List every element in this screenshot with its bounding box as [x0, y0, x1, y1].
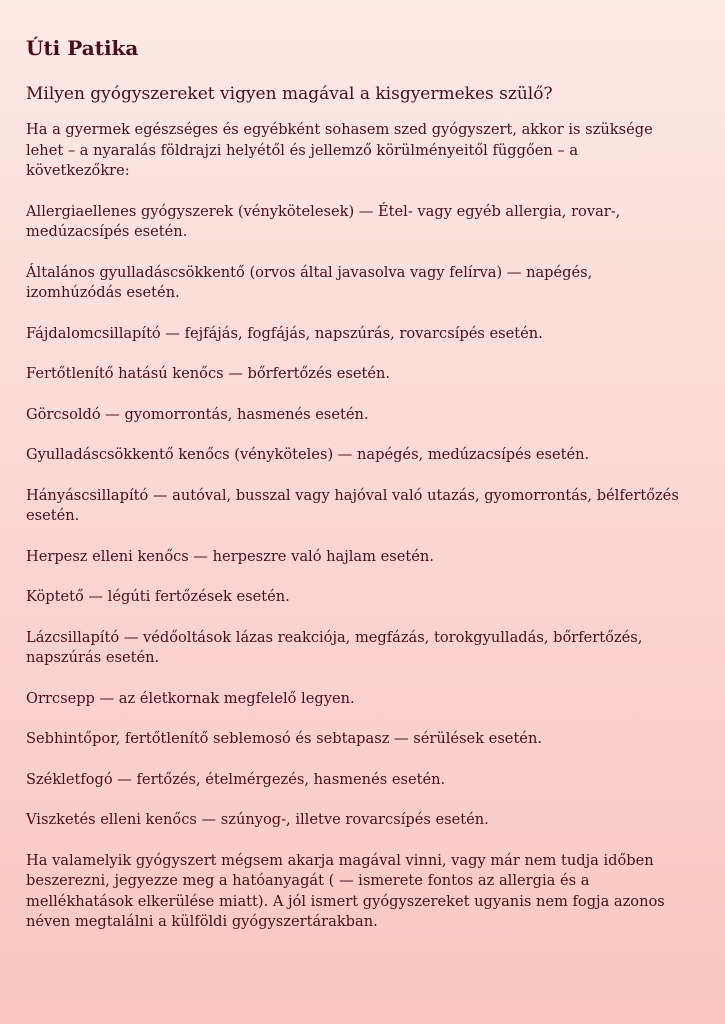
dash-separator: — — [119, 628, 143, 646]
medicine-name: Görcsoldó — [26, 405, 101, 423]
dash-separator: — — [354, 202, 379, 220]
medicine-use: védőoltások lázas reakciója, megfázás, torokgyulladás, bőrfertőzés, napszúrás esetén. — [26, 628, 643, 666]
list-item — [26, 547, 685, 568]
dash-separator: — — [389, 730, 414, 747]
dash-separator: — — [112, 770, 137, 788]
list-item — [26, 689, 685, 710]
medicine-use: napégés, izomhúzódás esetén. — [26, 263, 593, 301]
list-item — [26, 810, 685, 831]
dash-separator: — — [83, 588, 108, 605]
medicine-use: szúnyog-, illetve rovarcsípés esetén. — [220, 811, 489, 828]
medicine-use: légúti fertőzések esetén. — [107, 588, 290, 605]
dash-separator: — — [333, 446, 358, 463]
dash-separator: — — [148, 486, 173, 504]
list-item — [26, 263, 685, 304]
dash-separator: — — [502, 263, 527, 281]
list-item — [26, 729, 685, 750]
list-item — [26, 364, 685, 385]
medicine-use: fertőzés, ételmérgezés, hasmenés esetén. — [136, 770, 446, 788]
dash-separator: — — [188, 547, 213, 565]
medicine-name: Herpesz elleni kenőcs — [26, 547, 189, 565]
medicine-name: Fájdalomcsillapító — [26, 324, 161, 342]
medicine-use: sérülések esetén. — [413, 730, 542, 747]
medicine-use: az életkornak megfelelő legyen. — [118, 689, 355, 707]
intro-paragraph: Ha a gyermek egészséges és egyébként sohasem szed gyógyszert, akkor is szüksége lehet – a nyaralás földrajzi helyétől és jellemző körülményeitől függően – a következőkre: — [26, 121, 653, 179]
list-item — [26, 405, 685, 426]
list-item — [26, 628, 685, 669]
medicine-name: Köptető — [26, 588, 84, 605]
medicine-use: fejfájás, fogfájás, napszúrás, rovarcsípés esetén. — [184, 324, 543, 342]
dash-separator: — — [100, 405, 125, 423]
closing-paragraph: Ha valamelyik gyógyszert mégsem akarja magával vinni, vagy már nem tudja időben beszerezni, jegyezze meg a hatóanyagát ( — ismerete fontos az allergia és a mellékhatások elkerülése miatt). A jól ismert gyógyszereket ugyanis nem fogja azonos néven megtalálni a külföldi gyógyszertárakban. — [26, 851, 665, 930]
medicine-name: Fertőtlenítő hatású kenőcs — [26, 365, 224, 382]
medicine-use: gyomorrontás, hasmenés esetén. — [124, 405, 369, 423]
list-item — [26, 587, 685, 608]
medicine-name: Lázcsillapító — [26, 628, 120, 646]
list-item — [26, 202, 685, 243]
list-item — [26, 445, 685, 466]
medicine-name: Orrcsepp — [26, 689, 95, 707]
medicine-use: bőrfertőzés esetén. — [247, 365, 391, 382]
medicine-use: napégés, medúzacsípés esetén. — [357, 446, 590, 463]
dash-separator: — — [160, 324, 185, 342]
medicine-use: Étel- vagy egyéb allergia, rovar-, medúzacsípés esetén. — [26, 202, 621, 240]
list-item — [26, 324, 685, 345]
medicine-use: herpeszre való hajlam esetén. — [212, 547, 434, 565]
medicine-name: Viszketés elleni kenőcs — [26, 811, 197, 828]
dash-separator: — — [223, 365, 248, 382]
medicine-name: Gyulladáscsökkentő kenőcs (vényköteles) — [26, 446, 334, 463]
dash-separator: — — [196, 811, 221, 828]
medicine-name: Hányáscsillapító — [26, 486, 149, 504]
list-item — [26, 770, 685, 791]
page-title: Úti Patika — [26, 36, 139, 60]
medicine-name: Sebhintőpor, fertőtlenítő seblemosó és sebtapasz — [26, 730, 390, 747]
page-subtitle: Milyen gyógyszereket vigyen magával a kisgyermekes szülő? — [26, 84, 553, 104]
medicine-name: Általános gyulladáscsökkentő (orvos által javasolva vagy felírva) — [26, 263, 503, 281]
medicine-list — [26, 202, 685, 831]
medicine-name: Allergiaellenes gyógyszerek (vénykötelesek) — [26, 202, 355, 220]
list-item — [26, 486, 685, 527]
dash-separator: — — [94, 689, 119, 707]
medicine-name: Székletfogó — [26, 770, 113, 788]
medicine-use: autóval, busszal vagy hajóval való utazás, gyomorrontás, bélfertőzés esetén. — [26, 486, 679, 524]
